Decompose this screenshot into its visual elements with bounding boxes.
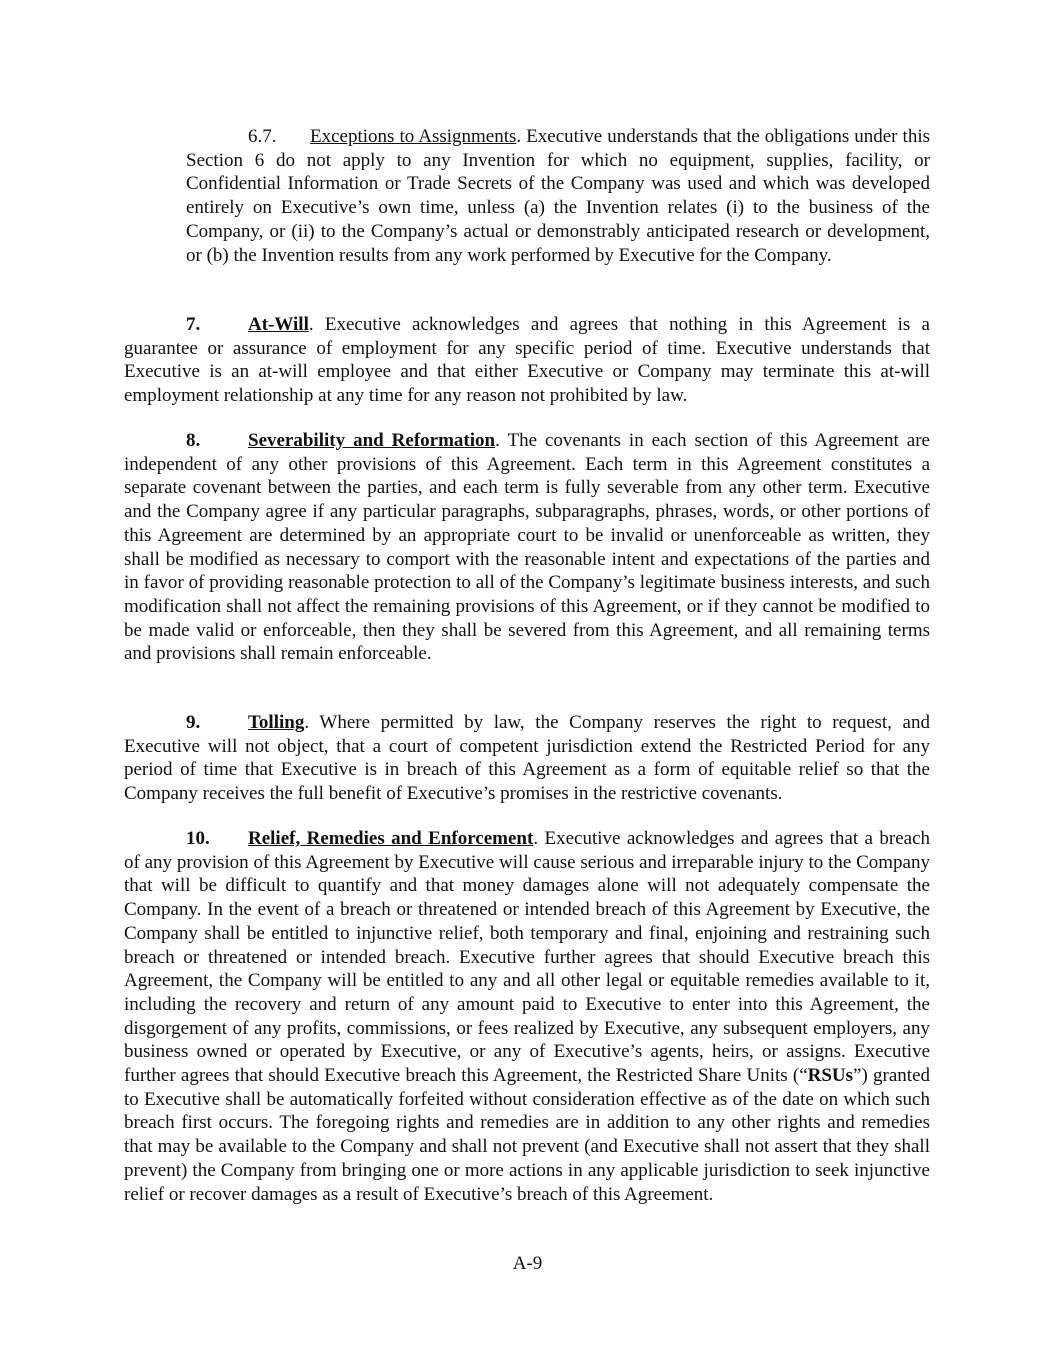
section-6-7-heading: Exceptions to Assignments xyxy=(310,126,517,147)
section-6-7-number: 6.7. xyxy=(248,126,277,147)
section-9-heading: Tolling xyxy=(248,712,305,733)
section-10-body-part1: . Executive acknowledges and agrees that a breach of any provision of this Agreement by Executive will cause serious and irreparable injury to the Company that will be difficult to quantify and that money damages alone will not adequately compensate the Company. In the event of a breach or threatened or intended breach of this Agreement by Executive, the Company shall be entitled to injunctive relief, both temporary and final, enjoining and restraining such breach or threatened or intended breach. Executive further agrees that should Executive breach this Agreement, the Company will be entitled to any and all other legal or equitable remedies available to it, including the recovery and return of any amount paid to Executive to enter into this Agreement, the disgorgement of any profits, commissions, or fees realized by Executive, any subsequent employers, any business owned or operated by Executive, or any of Executive’s agents, heirs, or assigns. Executive further agrees that should Executive breach this Agreement, the Restricted Share Units (“ xyxy=(124,828,931,1087)
section-7-heading: At-Will xyxy=(248,314,309,335)
section-9-paragraph xyxy=(124,711,930,806)
section-10-body-part2: ”) granted to Executive shall be automatically forfeited without consideration effective as of the date on which such breach first occurs. The foregoing rights and remedies are in addition to any other rights and remedies that may be available to the Company and shall not prevent (and Executive shall not assert that they shall prevent) the Company from bringing one or more actions in any applicable jurisdiction to seek injunctive relief or recover damages as a result of Executive’s breach of this Agreement. xyxy=(124,1065,931,1205)
section-10-number: 10. xyxy=(186,828,210,849)
section-6-7-body: . Executive understands that the obligations under this Section 6 do not apply to any Invention for which no equipment, supplies, facility, or Confidential Information or Trade Secrets of the Company was used and which was developed entirely on Executive’s own time, unless (a) the Invention relates (i) to the business of the Company, or (ii) to the Company’s actual or demonstrably anticipated research or development, or (b) the Invention results from any work performed by Executive for the Company. xyxy=(186,126,930,266)
section-8-number: 8. xyxy=(186,430,201,451)
section-7-body: . Executive acknowledges and agrees that nothing in this Agreement is a guarantee or assurance of employment for any specific period of time. Executive understands that Executive is an at-will employee and that either Executive or Company may terminate this at-will employment relationship at any time for any reason not prohibited by law. xyxy=(124,314,930,407)
section-9-body: . Where permitted by law, the Company reserves the right to request, and Executive will not object, that a court of competent jurisdiction extend the Restricted Period for any period of time that Executive is in breach of this Agreement as a form of equitable relief so that the Company receives the full benefit of Executive’s promises in the restrictive covenants. xyxy=(124,712,930,805)
section-8-heading: Severability and Reformation xyxy=(248,430,496,451)
section-6-7-paragraph xyxy=(186,125,930,267)
section-9-number: 9. xyxy=(186,712,201,733)
section-7-paragraph xyxy=(124,313,930,408)
rsus-defined-term: RSUs xyxy=(807,1065,854,1087)
section-8-paragraph xyxy=(124,429,930,666)
section-8-body: . The covenants in each section of this Agreement are independent of any other provisions of this Agreement. Each term in this Agreement constitutes a separate covenant between the parties, and each term is fully severable from any other term. Executive and the Company agree if any particular paragraphs, subparagraphs, phrases, words, or other portions of this Agreement are determined by an appropriate court to be invalid or unenforceable as written, they shall be modified as necessary to comport with the reasonable intent and expectations of the parties and in favor of providing reasonable protection to all of the Company’s legitimate business interests, and such modification shall not affect the remaining provisions of this Agreement, or if they cannot be modified to be made valid or enforceable, then they shall be severed from this Agreement, and all remaining terms and provisions shall remain enforceable. xyxy=(124,430,930,665)
section-10-paragraph xyxy=(124,827,930,1206)
page-number: A-9 xyxy=(512,1253,543,1274)
section-7-number: 7. xyxy=(186,314,201,335)
section-10-heading: Relief, Remedies and Enforcement xyxy=(248,828,534,849)
